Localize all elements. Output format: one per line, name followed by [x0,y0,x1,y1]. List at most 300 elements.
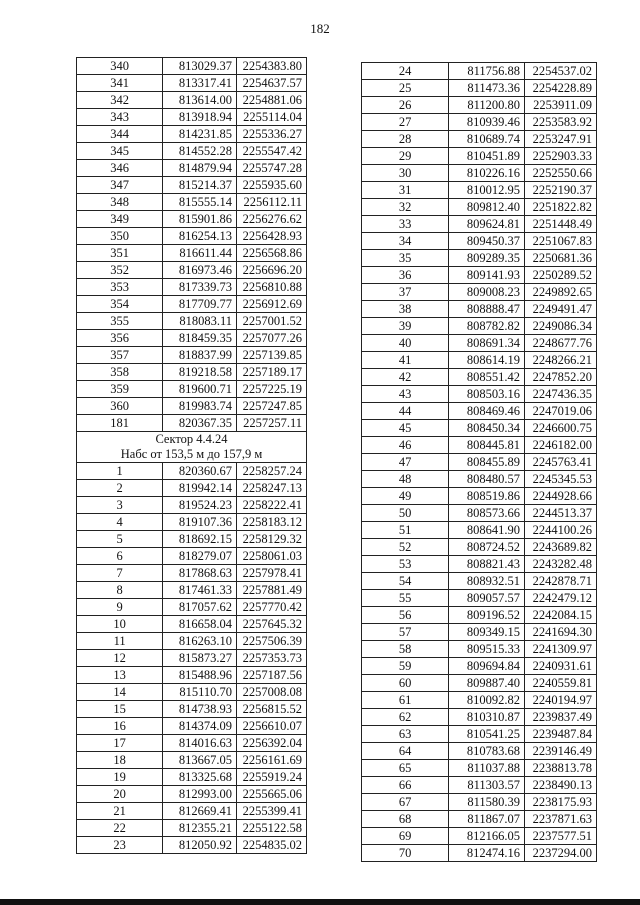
y-coordinate: 2249892.65 [525,284,597,301]
table-row [362,63,597,80]
table-row [77,514,307,531]
y-coordinate: 2247436.35 [525,386,597,403]
sector-subtitle: Набс от 153,5 м до 157,9 м [77,447,307,463]
point-number: 11 [77,633,163,650]
table-row [362,250,597,267]
x-coordinate: 808724.52 [449,539,525,556]
table-row [362,811,597,828]
x-coordinate: 813317.41 [163,75,237,92]
y-coordinate: 2254228.89 [525,80,597,97]
table-row [77,75,307,92]
y-coordinate: 2256428.93 [237,228,307,245]
table-row [77,497,307,514]
point-number: 24 [362,63,449,80]
x-coordinate: 816611.44 [163,245,237,262]
point-number: 68 [362,811,449,828]
point-number: 348 [77,194,163,211]
table-row [77,160,307,177]
x-coordinate: 816263.10 [163,633,237,650]
y-coordinate: 2257770.42 [237,599,307,616]
x-coordinate: 819983.74 [163,398,237,415]
x-coordinate: 808450.34 [449,420,525,437]
table-row [362,216,597,233]
y-coordinate: 2256392.04 [237,735,307,752]
table-row [77,92,307,109]
point-number: 342 [77,92,163,109]
point-number: 30 [362,165,449,182]
x-coordinate: 809694.84 [449,658,525,675]
point-number: 350 [77,228,163,245]
x-coordinate: 809289.35 [449,250,525,267]
y-coordinate: 2238490.13 [525,777,597,794]
point-number: 355 [77,313,163,330]
table-row [362,165,597,182]
y-coordinate: 2255935.60 [237,177,307,194]
x-coordinate: 818083.11 [163,313,237,330]
table-row [362,301,597,318]
point-number: 47 [362,454,449,471]
table-row [362,233,597,250]
y-coordinate: 2256912.69 [237,296,307,313]
point-number: 51 [362,522,449,539]
table-row [77,279,307,296]
table-row [362,267,597,284]
table-row [362,352,597,369]
y-coordinate: 2242084.15 [525,607,597,624]
point-number: 66 [362,777,449,794]
point-number: 33 [362,216,449,233]
table-row [362,828,597,845]
point-number: 38 [362,301,449,318]
table-row [77,313,307,330]
table-row [77,786,307,803]
point-number: 35 [362,250,449,267]
table-row [77,667,307,684]
point-number: 1 [77,463,163,480]
point-number: 359 [77,381,163,398]
y-coordinate: 2254835.02 [237,837,307,854]
table-row [362,777,597,794]
x-coordinate: 808691.34 [449,335,525,352]
y-coordinate: 2257225.19 [237,381,307,398]
point-number: 16 [77,718,163,735]
y-coordinate: 2250289.52 [525,267,597,284]
x-coordinate: 813325.68 [163,769,237,786]
y-coordinate: 2251448.49 [525,216,597,233]
y-coordinate: 2254383.80 [237,58,307,75]
left-upper-body [77,58,307,432]
y-coordinate: 2255747.28 [237,160,307,177]
table-row [362,505,597,522]
y-coordinate: 2251067.83 [525,233,597,250]
point-number: 37 [362,284,449,301]
point-number: 351 [77,245,163,262]
x-coordinate: 808480.57 [449,471,525,488]
point-number: 54 [362,573,449,590]
table-row [77,347,307,364]
point-number: 5 [77,531,163,548]
y-coordinate: 2254637.57 [237,75,307,92]
x-coordinate: 816254.13 [163,228,237,245]
point-number: 353 [77,279,163,296]
table-row [77,769,307,786]
sector-title: Сектор 4.4.24 [77,432,307,448]
y-coordinate: 2255919.24 [237,769,307,786]
table-row [362,641,597,658]
table-row [77,415,307,432]
point-number: 29 [362,148,449,165]
table-row [362,556,597,573]
point-number: 60 [362,675,449,692]
x-coordinate: 808519.86 [449,488,525,505]
x-coordinate: 820360.67 [163,463,237,480]
y-coordinate: 2257077.26 [237,330,307,347]
y-coordinate: 2244928.66 [525,488,597,505]
y-coordinate: 2249086.34 [525,318,597,335]
x-coordinate: 808573.66 [449,505,525,522]
table-row [362,454,597,471]
point-number: 4 [77,514,163,531]
x-coordinate: 812166.05 [449,828,525,845]
x-coordinate: 818459.35 [163,330,237,347]
point-number: 55 [362,590,449,607]
y-coordinate: 2256610.07 [237,718,307,735]
point-number: 344 [77,126,163,143]
x-coordinate: 808503.16 [449,386,525,403]
y-coordinate: 2246182.00 [525,437,597,454]
x-coordinate: 813029.37 [163,58,237,75]
x-coordinate: 815110.70 [163,684,237,701]
table-row [77,228,307,245]
y-coordinate: 2257008.08 [237,684,307,701]
x-coordinate: 808614.19 [449,352,525,369]
x-coordinate: 814231.85 [163,126,237,143]
y-coordinate: 2239146.49 [525,743,597,760]
table-row [77,296,307,313]
y-coordinate: 2257645.32 [237,616,307,633]
y-coordinate: 2245345.53 [525,471,597,488]
y-coordinate: 2256161.69 [237,752,307,769]
table-row [362,658,597,675]
table-row [362,675,597,692]
point-number: 181 [77,415,163,432]
y-coordinate: 2252903.33 [525,148,597,165]
point-number: 15 [77,701,163,718]
x-coordinate: 808455.89 [449,454,525,471]
x-coordinate: 818837.99 [163,347,237,364]
point-number: 349 [77,211,163,228]
x-coordinate: 811037.88 [449,760,525,777]
y-coordinate: 2246600.75 [525,420,597,437]
table-row [77,398,307,415]
point-number: 20 [77,786,163,803]
x-coordinate: 810541.25 [449,726,525,743]
point-number: 12 [77,650,163,667]
y-coordinate: 2258183.12 [237,514,307,531]
table-row [362,590,597,607]
point-number: 8 [77,582,163,599]
table-row [362,573,597,590]
x-coordinate: 814374.09 [163,718,237,735]
x-coordinate: 808821.43 [449,556,525,573]
x-coordinate: 808445.81 [449,437,525,454]
y-coordinate: 2257257.11 [237,415,307,432]
y-coordinate: 2254537.02 [525,63,597,80]
y-coordinate: 2242878.71 [525,573,597,590]
point-number: 59 [362,658,449,675]
x-coordinate: 814879.94 [163,160,237,177]
x-coordinate: 811473.36 [449,80,525,97]
x-coordinate: 818692.15 [163,531,237,548]
sector-header [77,432,307,463]
y-coordinate: 2258247.13 [237,480,307,497]
point-number: 45 [362,420,449,437]
y-coordinate: 2241309.97 [525,641,597,658]
point-number: 34 [362,233,449,250]
y-coordinate: 2240559.81 [525,675,597,692]
point-number: 346 [77,160,163,177]
y-coordinate: 2253583.92 [525,114,597,131]
y-coordinate: 2238813.78 [525,760,597,777]
y-coordinate: 2254881.06 [237,92,307,109]
x-coordinate: 817709.77 [163,296,237,313]
y-coordinate: 2248677.76 [525,335,597,352]
x-coordinate: 808469.46 [449,403,525,420]
y-coordinate: 2249491.47 [525,301,597,318]
y-coordinate: 2255665.06 [237,786,307,803]
x-coordinate: 815901.86 [163,211,237,228]
table-row [77,463,307,480]
point-number: 50 [362,505,449,522]
y-coordinate: 2257506.39 [237,633,307,650]
x-coordinate: 811200.80 [449,97,525,114]
table-row [362,726,597,743]
table-row [362,624,597,641]
left-lower-body [77,463,307,854]
y-coordinate: 2255399.41 [237,803,307,820]
y-coordinate: 2244100.26 [525,522,597,539]
table-row [362,607,597,624]
x-coordinate: 815214.37 [163,177,237,194]
table-row [77,735,307,752]
table-row [77,126,307,143]
x-coordinate: 817868.63 [163,565,237,582]
y-coordinate: 2242479.12 [525,590,597,607]
table-row [77,381,307,398]
y-coordinate: 2240931.61 [525,658,597,675]
table-row [362,114,597,131]
x-coordinate: 811580.39 [449,794,525,811]
table-row [362,80,597,97]
x-coordinate: 810310.87 [449,709,525,726]
left-coordinates-table [76,57,307,854]
table-row [77,752,307,769]
point-number: 32 [362,199,449,216]
x-coordinate: 810092.82 [449,692,525,709]
table-row [77,245,307,262]
x-coordinate: 810226.16 [449,165,525,182]
table-row [77,803,307,820]
x-coordinate: 812355.21 [163,820,237,837]
point-number: 340 [77,58,163,75]
table-row [362,182,597,199]
y-coordinate: 2258257.24 [237,463,307,480]
x-coordinate: 808888.47 [449,301,525,318]
point-number: 58 [362,641,449,658]
table-row [77,718,307,735]
point-number: 18 [77,752,163,769]
x-coordinate: 817339.73 [163,279,237,296]
point-number: 27 [362,114,449,131]
y-coordinate: 2248266.21 [525,352,597,369]
point-number: 40 [362,335,449,352]
y-coordinate: 2241694.30 [525,624,597,641]
table-row [362,437,597,454]
y-coordinate: 2257881.49 [237,582,307,599]
point-number: 347 [77,177,163,194]
table-row [77,837,307,854]
x-coordinate: 812474.16 [449,845,525,862]
y-coordinate: 2237577.51 [525,828,597,845]
x-coordinate: 810012.95 [449,182,525,199]
y-coordinate: 2256696.20 [237,262,307,279]
y-coordinate: 2243689.82 [525,539,597,556]
x-coordinate: 810939.46 [449,114,525,131]
table-row [362,199,597,216]
table-row [77,58,307,75]
point-number: 41 [362,352,449,369]
x-coordinate: 808551.42 [449,369,525,386]
table-row [77,480,307,497]
y-coordinate: 2258061.03 [237,548,307,565]
table-row [77,330,307,347]
point-number: 17 [77,735,163,752]
x-coordinate: 819942.14 [163,480,237,497]
y-coordinate: 2256276.62 [237,211,307,228]
y-coordinate: 2257189.17 [237,364,307,381]
y-coordinate: 2258129.32 [237,531,307,548]
y-coordinate: 2255547.42 [237,143,307,160]
point-number: 64 [362,743,449,760]
y-coordinate: 2237294.00 [525,845,597,862]
table-row [77,177,307,194]
x-coordinate: 815488.96 [163,667,237,684]
table-row [362,369,597,386]
y-coordinate: 2247852.20 [525,369,597,386]
x-coordinate: 817057.62 [163,599,237,616]
x-coordinate: 819218.58 [163,364,237,381]
y-coordinate: 2256568.86 [237,245,307,262]
bottom-rule [0,899,640,905]
x-coordinate: 809515.33 [449,641,525,658]
y-coordinate: 2238175.93 [525,794,597,811]
sector-title-row [77,432,307,448]
x-coordinate: 819107.36 [163,514,237,531]
y-coordinate: 2256112.11 [237,194,307,211]
x-coordinate: 809196.52 [449,607,525,624]
table-row [362,522,597,539]
table-row [362,692,597,709]
x-coordinate: 812050.92 [163,837,237,854]
point-number: 43 [362,386,449,403]
x-coordinate: 809057.57 [449,590,525,607]
table-row [362,386,597,403]
x-coordinate: 808932.51 [449,573,525,590]
x-coordinate: 819524.23 [163,497,237,514]
point-number: 70 [362,845,449,862]
point-number: 52 [362,539,449,556]
table-row [362,709,597,726]
table-row [362,845,597,862]
table-row [362,148,597,165]
y-coordinate: 2255122.58 [237,820,307,837]
x-coordinate: 808782.82 [449,318,525,335]
point-number: 3 [77,497,163,514]
x-coordinate: 812993.00 [163,786,237,803]
sector-subtitle-row [77,447,307,463]
point-number: 9 [77,599,163,616]
table-row [362,403,597,420]
x-coordinate: 809624.81 [449,216,525,233]
point-number: 67 [362,794,449,811]
table-row [77,194,307,211]
point-number: 39 [362,318,449,335]
table-row [77,684,307,701]
table-row [362,471,597,488]
table-row [362,420,597,437]
y-coordinate: 2257001.52 [237,313,307,330]
x-coordinate: 812669.41 [163,803,237,820]
table-row [362,760,597,777]
table-row [77,211,307,228]
table-row [362,131,597,148]
x-coordinate: 809450.37 [449,233,525,250]
point-number: 354 [77,296,163,313]
point-number: 13 [77,667,163,684]
table-row [77,565,307,582]
x-coordinate: 814016.63 [163,735,237,752]
x-coordinate: 816658.04 [163,616,237,633]
point-number: 341 [77,75,163,92]
x-coordinate: 813667.05 [163,752,237,769]
page-number: 182 [310,21,330,36]
point-number: 2 [77,480,163,497]
table-row [77,262,307,279]
y-coordinate: 2256815.52 [237,701,307,718]
x-coordinate: 813918.94 [163,109,237,126]
point-number: 356 [77,330,163,347]
x-coordinate: 809349.15 [449,624,525,641]
x-coordinate: 811303.57 [449,777,525,794]
x-coordinate: 815873.27 [163,650,237,667]
y-coordinate: 2257978.41 [237,565,307,582]
table-row [362,284,597,301]
y-coordinate: 2237871.63 [525,811,597,828]
y-coordinate: 2239837.49 [525,709,597,726]
y-coordinate: 2257139.85 [237,347,307,364]
point-number: 57 [362,624,449,641]
y-coordinate: 2252550.66 [525,165,597,182]
point-number: 46 [362,437,449,454]
table-row [77,582,307,599]
x-coordinate: 813614.00 [163,92,237,109]
x-coordinate: 815555.14 [163,194,237,211]
y-coordinate: 2240194.97 [525,692,597,709]
y-coordinate: 2258222.41 [237,497,307,514]
point-number: 65 [362,760,449,777]
y-coordinate: 2243282.48 [525,556,597,573]
x-coordinate: 809008.23 [449,284,525,301]
